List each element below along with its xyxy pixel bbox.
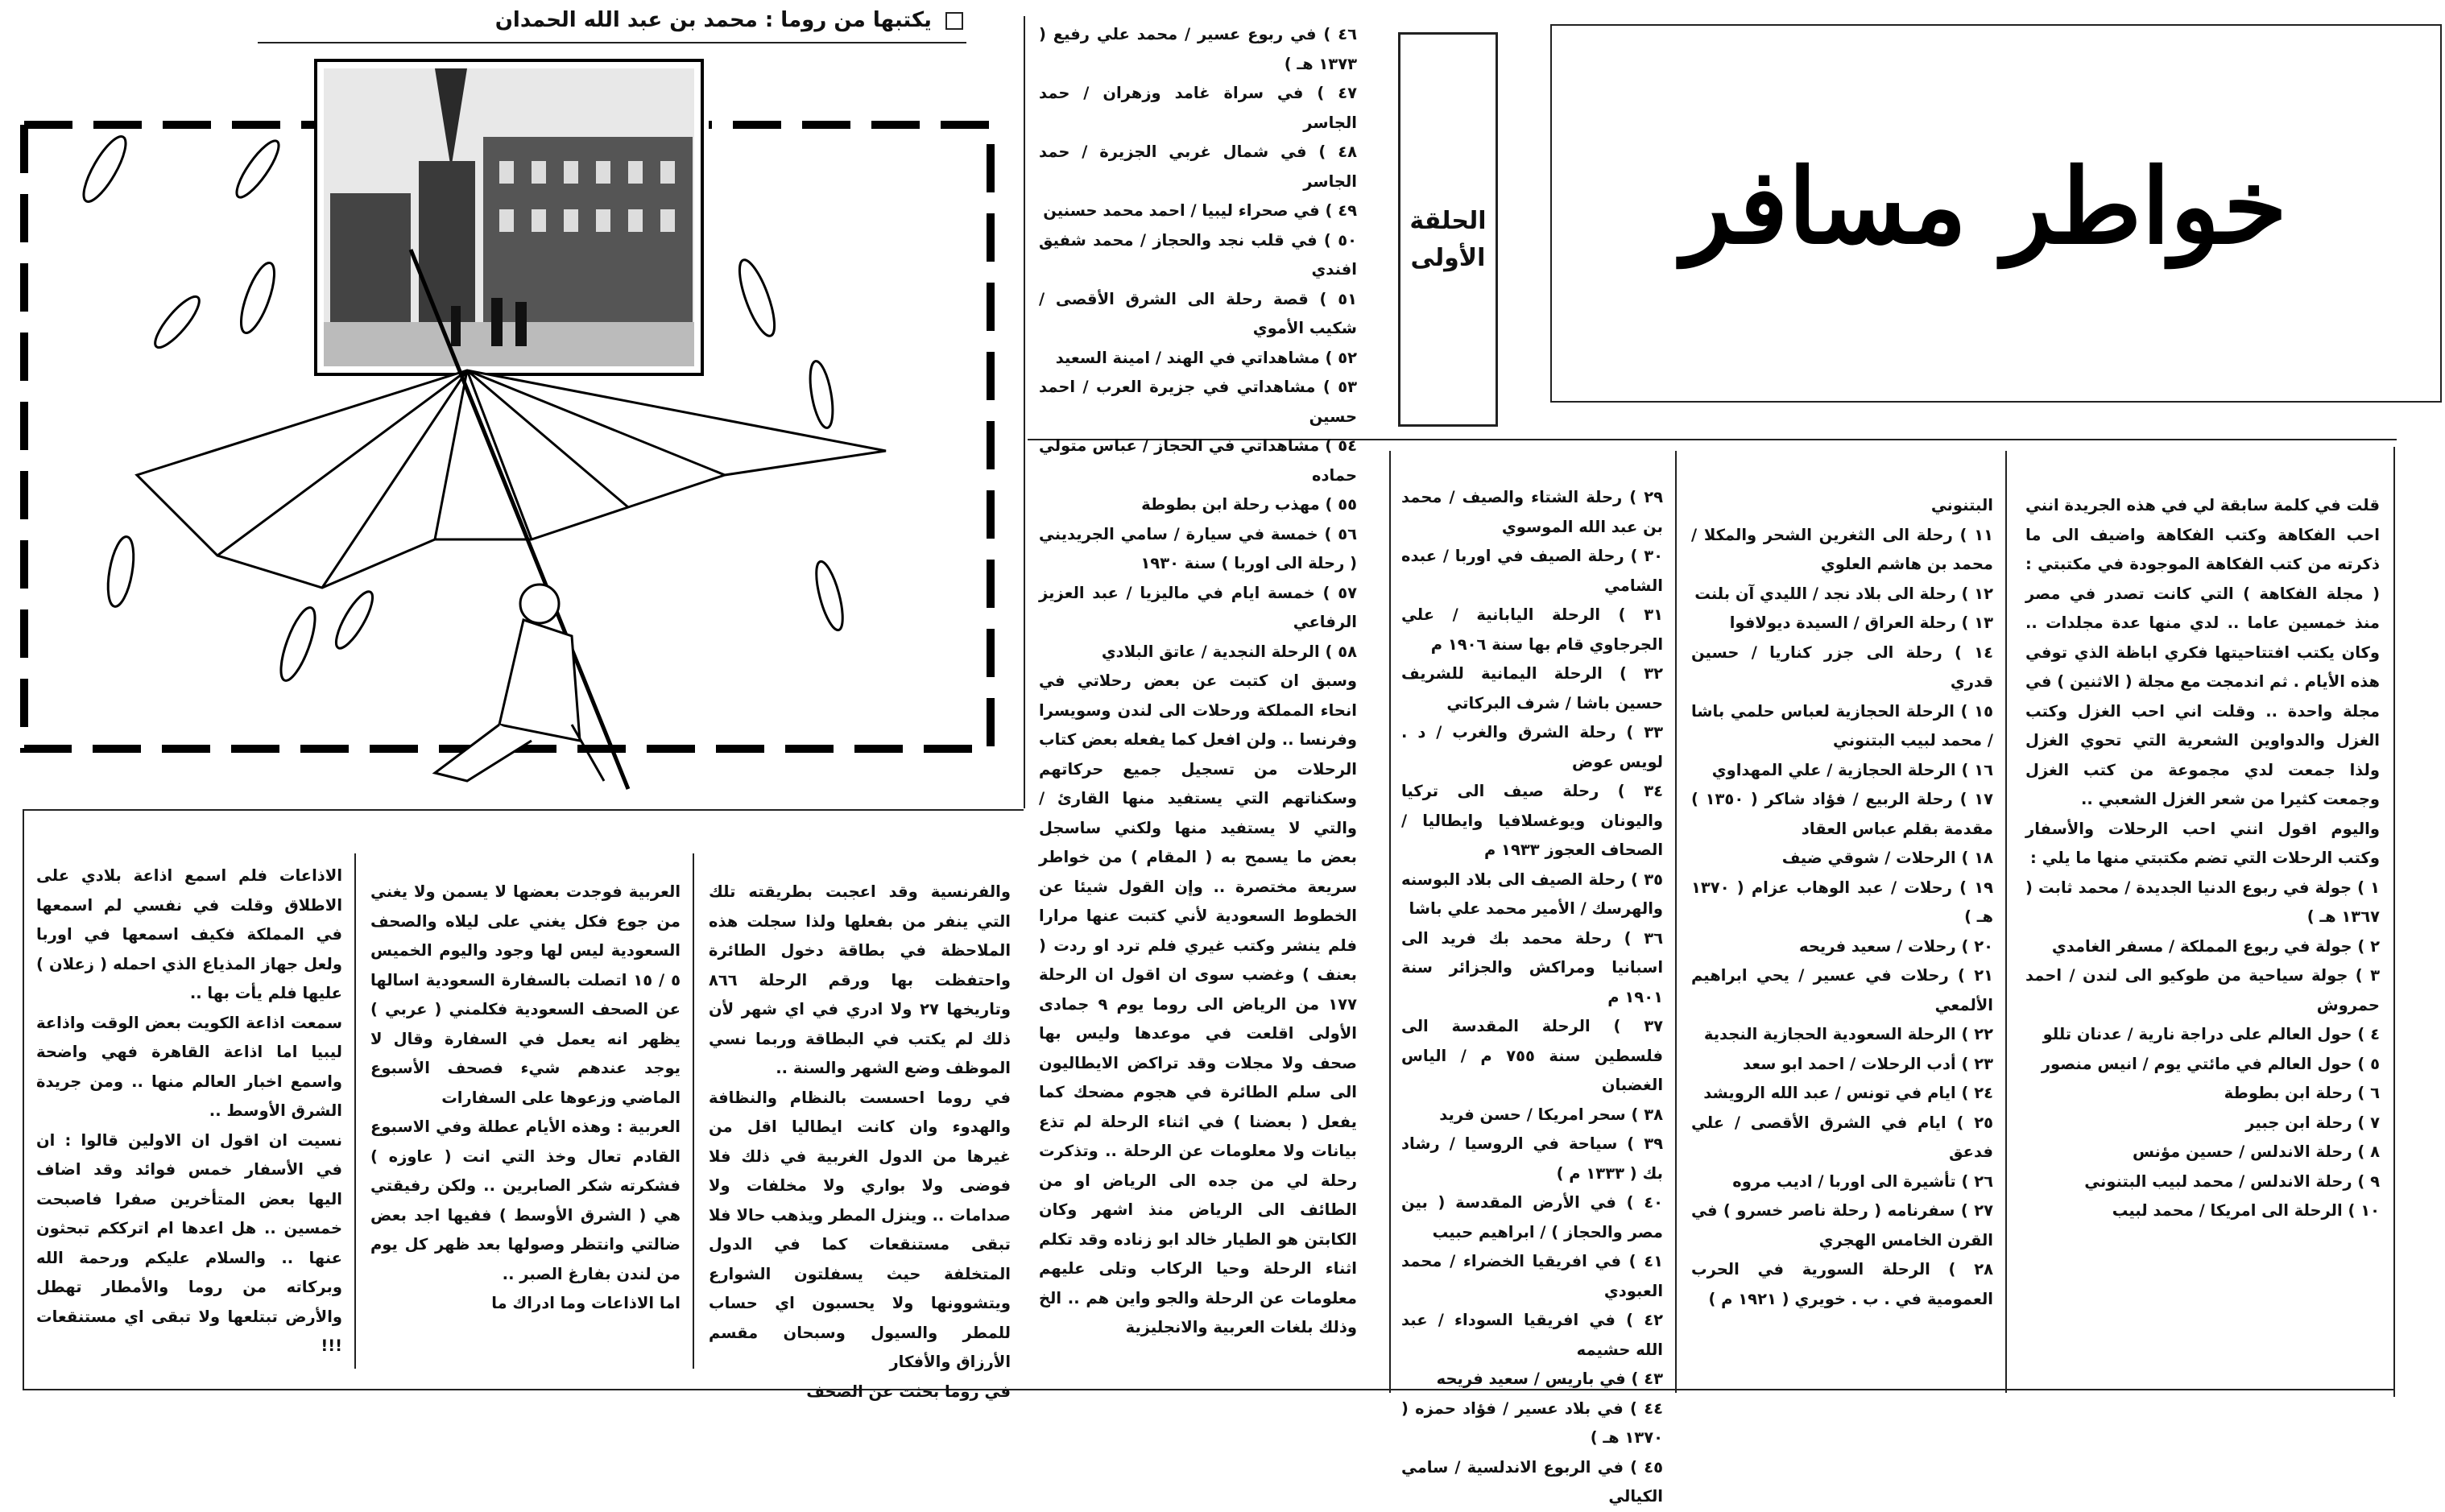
list-item: ١٤ ) رحلة الى جزر كناريا / حسين قدري xyxy=(1691,642,1993,691)
list-item: ٢٩ ) رحلة الشتاء والصيف / محمد بن عبد الله الموسوي xyxy=(1401,488,1663,536)
paragraph: نسيت ان اقول ان الاولين قالوا : ان في الأسفار خمس فوائد وقد اضاف اليها بعض المتأخرين صفرا فاصبحت خمسين .. هل اعدها ام اترككم تبحثون عنها .. والسلام عليكم ورحمة الله وبركاته من روما والأمطار تهطل والأرض تبتلعها ولا تبقى اي مستنقعات !!! xyxy=(36,1130,342,1355)
episode-value: الأولى xyxy=(1410,244,1486,272)
paragraph: وسبق ان كتبت عن بعض رحلاتي في انحاء المملكة ورحلات الى لندن وسويسرا وفرنسا .. ولن افعل كما يفعله بعض كتاب الرحلات من تسجيل جميع حركاتهم وسكناتهم التي يستفيد منها القارئ / والتي لا يستفيد منها ولكني ساسجل بعض ما يسمح به ( المقام ) من خواطر سريعة مختصرة .. وإن القول شيئا عن الخطوط السعودية لأني كتبت عنها مرارا فلم ينشر وكتب غيري فلم ترد او ردت ( بعنف ) وغضب سوى ان اقول ان الرحلة ١٧٧ من الرياض الى روما يوم ٩ جمادى الأولى اقلعت في موعدها وليس بها صحف ولا مجلات وقد تراكض الايطاليون الى سلم الطائرة في هجوم مضحك كما يفعل ( بعضنا ) في اثناء الرحلة لم تذع بيانات ولا معلومات عن الرحلة .. وتذكرت رحلة لي من جده الى الرياض او من الطائف الى الرياض منذ اشهر وكان الكابتن هو الطيار خالد ابو زناده وقد تكلم اثناء الرحلة وحيا الركاب وتلى عليهم معلومات عن الرحلة والجو واين هم .. الخ وذلك بلغات العربية والانجليزية xyxy=(1039,671,1357,1336)
paragraph: العربية : وهذه الأيام عطلة وفي الاسبوع القادم تعال وخذ التي انت ( عاوزه ) فشكرته شكر الصابرين .. ولكن رفيقتي هي ( الشرق الأوسط ) ففيها اجد بعض ضالتي وانتظر وصولها بعد ظهر كل يوم من لندن بفارغ الصبر .. xyxy=(370,1117,681,1283)
rule-top-col-divider xyxy=(1024,16,1025,808)
list-item: ٦ ) رحلة ابن بطوطة xyxy=(2224,1084,2380,1102)
list-item: ٣٥ ) رحلة الصيف الى بلاد البوسنه والهرسك / الأمير محمد علي باشا xyxy=(1401,870,1663,918)
list-item: ٥٣ ) مشاهداتي في جزيرة العرب / احمد حسين xyxy=(1039,378,1357,426)
paragraph: الاذاعات فلم اسمع اذاعة بلادي على الاطلاق وقلت في نفسي لم اسمعها في المملكة فكيف اسمعها في اوربا ولعل جهاز المذياع الذي احمله ( زعلان ) عليها فلم يأت بها .. xyxy=(36,866,342,1002)
list-item: ٥٠ ) في قلب نجد والحجاز / محمد شفيق افندي xyxy=(1039,230,1357,279)
byline-rule xyxy=(258,42,966,43)
list-item: ٢ ) جولة في ربوع المملكة / مسفر الغامدي xyxy=(2051,936,2380,956)
list-item: ١٣ ) رحلة العراق / السيدة ديولافوا xyxy=(1729,613,1993,632)
list-item: ٤٣ ) في باريس / سعيد فريحه xyxy=(1436,1369,1663,1388)
rule-bottom-box-left xyxy=(23,809,24,1389)
list-item: ٣٣ ) رحلة الشرق والغرب / د . لويس عوض xyxy=(1401,723,1663,771)
column-list-c xyxy=(1039,20,1357,1343)
column-bottom-1 xyxy=(709,878,1011,1407)
list-item: ٤٩ ) في صحراء ليبيا / احمد محمد حسنين xyxy=(1043,201,1357,220)
list-item: ١٨ ) الرحلات / شوقي ضيف xyxy=(1781,849,1993,867)
column-list-b xyxy=(1401,483,1663,1512)
list-item: ٤٨ ) في شمال غربي الجزيرة / حمد الجاسر xyxy=(1039,143,1357,191)
list-item: ٥٤ ) مشاهداتي في الحجاز / عباس متولي حماده xyxy=(1039,436,1357,485)
list-item: ٢٣ ) أدب الرحلات / احمد ابو سعد xyxy=(1743,1054,1993,1073)
list-item: ٥٦ ) خمسة في سيارة / سامي الجريديني ( رحلة الى اوربا ) سنة ١٩٣٠ xyxy=(1039,524,1357,572)
article-title: خواطر مسافر xyxy=(1682,147,2287,267)
byline-square-icon xyxy=(945,12,963,30)
rule-mid-col-divider-2 xyxy=(1675,451,1677,1393)
list-item: ١٠ ) الرحلة الى امريكا / محمد لبيب xyxy=(2112,1201,2380,1220)
list-item: ٥٢ ) مشاهداتي في الهند / امينة السعيد xyxy=(1055,348,1357,367)
list-item: ٣١ ) الرحلة اليابانية / علي الجرجاوي قام بها سنة ١٩٠٦ م xyxy=(1401,605,1663,654)
list-item: ٥٨ ) الرحلة النجدية / عاتق البلادي xyxy=(1101,642,1357,661)
list-item: ٣٦ ) رحلة محمد بك فريد الى اسبانيا ومراكش والجزائر سنة ١٩٠١ م xyxy=(1401,928,1663,1006)
rule-list-box-right xyxy=(2393,447,2395,1397)
list-item: ٤٢ ) في افريقيا السوداء / عبد الله حشيمه xyxy=(1401,1311,1663,1359)
list-item: ٤٥ ) في الربوع الاندلسية / سامي الكيالي xyxy=(1401,1457,1663,1506)
list-item: ١ ) جولة في ربوع الدنيا الجديدة / محمد ثابت ( ١٣٦٧ هـ ) xyxy=(2025,878,2380,926)
paragraph: والفرنسية وقد اعجبت بطريقته تلك التي ينفر من بفعلها ولذا سجلت هذه الملاحظة في بطاقة دخول الطائرة واحتفظت بها ورقم الرحلة ٨٦٦ وتاريخها ٢٧ ولا ادري في اي شهر لأن ذلك لم يكتب في البطاقة وربما نسي الموظف وضع الشهر والسنة .. xyxy=(709,882,1011,1077)
list-item: ٤ ) حول العالم على دراجة نارية / عدنان تللو xyxy=(2042,1025,2380,1043)
list-item: ٢٤ ) ايام في تونس / عبد الله الرويشد xyxy=(1703,1084,1993,1102)
list-item: ٢١ ) رحلات في عسير / يحي ابراهيم الألمعي xyxy=(1691,966,1993,1014)
rule-bottom-box-top xyxy=(23,809,1024,811)
list-item: ٣٤ ) رحلة صيف الى تركيا واليونان ويوغسلافيا وايطاليا / الصحاف العجوز ١٩٣٣ م xyxy=(1401,782,1663,859)
list-item: ٤٧ ) في سراة غامد وزهران / حمد الجاسر xyxy=(1039,84,1357,132)
traveler-umbrella-illustration xyxy=(16,56,1007,797)
byline xyxy=(495,8,963,32)
list-item: ٤٦ ) في ربوع عسير / محمد علي رفيع ( ١٣٧٣ هـ ) xyxy=(1039,25,1357,73)
column-list-a xyxy=(1691,491,1993,1314)
list-item: البتنوني xyxy=(1930,496,1993,514)
paragraph: سمعت اذاعة الكويت بعض الوقت واذاعة ليبيا اما اذاعة القاهرة فهي واضحة واسمع اخبار العالم منها .. ومن جريدة الشرق الأوسط .. xyxy=(36,1013,342,1120)
list-item: ٧ ) رحلة ابن جبير xyxy=(2245,1113,2380,1132)
list-item: ٢٥ ) ايام في الشرق الأقصى / علي فدعق xyxy=(1691,1113,1993,1161)
rule-mid-col-divider-3 xyxy=(2005,451,2007,1393)
list-item: ١٦ ) الرحلة الحجازية / علي المهداوي xyxy=(1711,760,1993,779)
list-item: ٤٤ ) في بلاد عسير / فؤاد حمزه ( ١٣٧٠ هـ ) xyxy=(1401,1398,1663,1447)
list-item: ١٩ ) رحلات / عبد الوهاب عزام ( ١٣٧٠ هـ ) xyxy=(1691,878,1993,926)
list-item: ٢٢ ) الرحلة السعودية الحجازية النجدية xyxy=(1703,1025,1993,1043)
list-item: ٥٥ ) مهذب رحلة ابن بطوطة xyxy=(1141,495,1357,514)
paragraph: قلت في كلمة سابقة لي في هذه الجريدة انني احب الفكاهة وكتب الفكاهة واضيف الى ما ذكرته من كتب الفكاهة الموجودة في مكتبتي : ( مجلة الفكاهة ) التي كانت تصدر في مصر منذ خمسين عاما .. لدي منها عدة مجلدات .. وكان يكتب افتتاحيتها فكري اباظة الذي توفي هذه الأيام . ثم اندمجت مع مجلة ( الاثنين ) في مجلة واحدة .. وقلت اني احب الغزل وكتب الغزل والدواوين الشعرية التي تحوي الغزل ولذا جمعت لدي مجموعة من كتب الغزل وجمعت كثيرا من شعر الغزل الشعبي .. xyxy=(2025,496,2380,808)
list-item: ٥١ ) قصة رحلة الى الشرق الأقصى / شكيب الأموي xyxy=(1039,289,1357,337)
list-item: ٩ ) رحلة الاندلس / محمد لبيب البتنوني xyxy=(2084,1171,2380,1191)
list-item: ٢٨ ) الرحلة السورية في الحرب العمومية في . ب . خويري ( ١٩٢١ م ) xyxy=(1691,1260,1993,1308)
illustration xyxy=(16,56,1007,797)
list-item: ١١ ) رحلة الى الثغرين الشحر والمكلا / محمد بن هاشم العلوي xyxy=(1691,525,1993,573)
list-item: ٣ ) جولة سياحية من طوكيو الى لندن / احمد حمروش xyxy=(2025,966,2380,1014)
rule-bottom-col-2 xyxy=(693,853,694,1369)
list-item: ١٥ ) الرحلة الحجازية لعباس حلمي باشا / محمد لبيب البتنوني xyxy=(1691,701,1993,750)
rule-mid-col-divider xyxy=(1389,451,1391,1393)
list-item: ٣٩ ) سياحة في الروسيا / رشاد بك ( ١٣٣٣ م ) xyxy=(1401,1134,1663,1183)
list-item: ٨ ) رحلة الاندلس / حسين مؤنس xyxy=(2132,1142,2380,1161)
column-bottom-2 xyxy=(370,878,681,1319)
list-item: ٢٧ ) سفرنامه ( رحلة ناصر خسرو ) في القرن الخامس الهجري xyxy=(1691,1201,1993,1250)
paragraph: في روما بحثت عن الصحف xyxy=(806,1382,1011,1401)
list-item: ٥ ) حول العالم في مائتي يوم / انيس منصور xyxy=(2041,1054,2380,1073)
title-box xyxy=(1550,24,2442,403)
rule-bottom-box-base xyxy=(23,1389,2395,1390)
list-item: ٤٠ ) في الأرض المقدسة ( بين مصر والحجاز ) / ابراهيم حبيب xyxy=(1401,1193,1663,1241)
list-item: ١٢ ) رحلة الى بلاد نجد / الليدي آن بلنت xyxy=(1694,584,1993,603)
column-intro xyxy=(2025,491,2380,1226)
episode-box xyxy=(1398,32,1498,427)
byline-text: يكتبها من روما : محمد بن عبد الله الحمدان xyxy=(494,8,932,32)
paragraph: في روما احسست بالنظام والنظافة والهدوء وان كانت ايطاليا اقل من غيرها من الدول الغربية في ذلك فلا فوضى ولا بواري ولا مخلفات ولا صدامات .. وينزل المطر ويذهب حالا فلا تبقى مستنقعات كما في الدول المتخلفة حيث يسفلتون الشوارع ويتشوونها ولا يحسبون اي حساب للمطر والسيول وسبحان مقسم الأرزاق والأفكار xyxy=(709,1088,1011,1371)
paragraph: اما الاذاعات وما ادراك ما xyxy=(491,1294,681,1312)
list-item: ٢٦ ) تأشيرة الى اوربا / اديب مروه xyxy=(1732,1171,1993,1191)
paragraph: العربية فوجدت بعضها لا يسمن ولا يغني من جوع فكل يغني على ليلاه والصحف السعودية ليس لها وجود واليوم الخميس ٥ / ١٥ اتصلت بالسفارة السعودية اسالها عن الصحف السعودية فكلمني ( عربي ) يظهر انه يعمل في السفارة وقال لا يوجد عندهم شيء فصحف الأسبوع الماضي وزعوها على السفارات xyxy=(370,882,681,1107)
list-item: ٥٧ ) خمسة ايام في ماليزيا / عبد العزيز الرفاعي xyxy=(1039,583,1357,631)
list-item: ٣٧ ) الرحلة المقدسة الى فلسطين سنة ٧٥٥ م / الياس الغضبان xyxy=(1401,1017,1663,1094)
list-item: ١٧ ) رحلة الربيع / فؤاد شاكر ( ١٣٥٠ ) مقدمة بقلم عباس العقاد xyxy=(1691,790,1993,838)
rule-bottom-col-1 xyxy=(354,853,356,1369)
column-bottom-3 xyxy=(36,861,342,1361)
list-item: ٢٠ ) رحلات / سعيد فريحه xyxy=(1799,936,1993,956)
list-item: ٤١ ) في افريقيا الخضراء / محمد العبودي xyxy=(1401,1252,1663,1300)
episode-label: الحلقة xyxy=(1409,207,1487,235)
list-item: ٣٨ ) سحر امريكا / حسن فريد xyxy=(1439,1105,1663,1124)
list-item: ٣٠ ) رحلة الصيف في اوربا / عبده الشامي xyxy=(1401,547,1663,595)
paragraph: واليوم اقول انني احب الرحلات والأسفار وكتب الرحلات التي تضم مكتبتي منها ما يلي : xyxy=(2025,819,2380,867)
list-item: ٣٢ ) الرحلة اليمانية للشريف حسين باشا / شرف البركاتي xyxy=(1401,664,1663,713)
